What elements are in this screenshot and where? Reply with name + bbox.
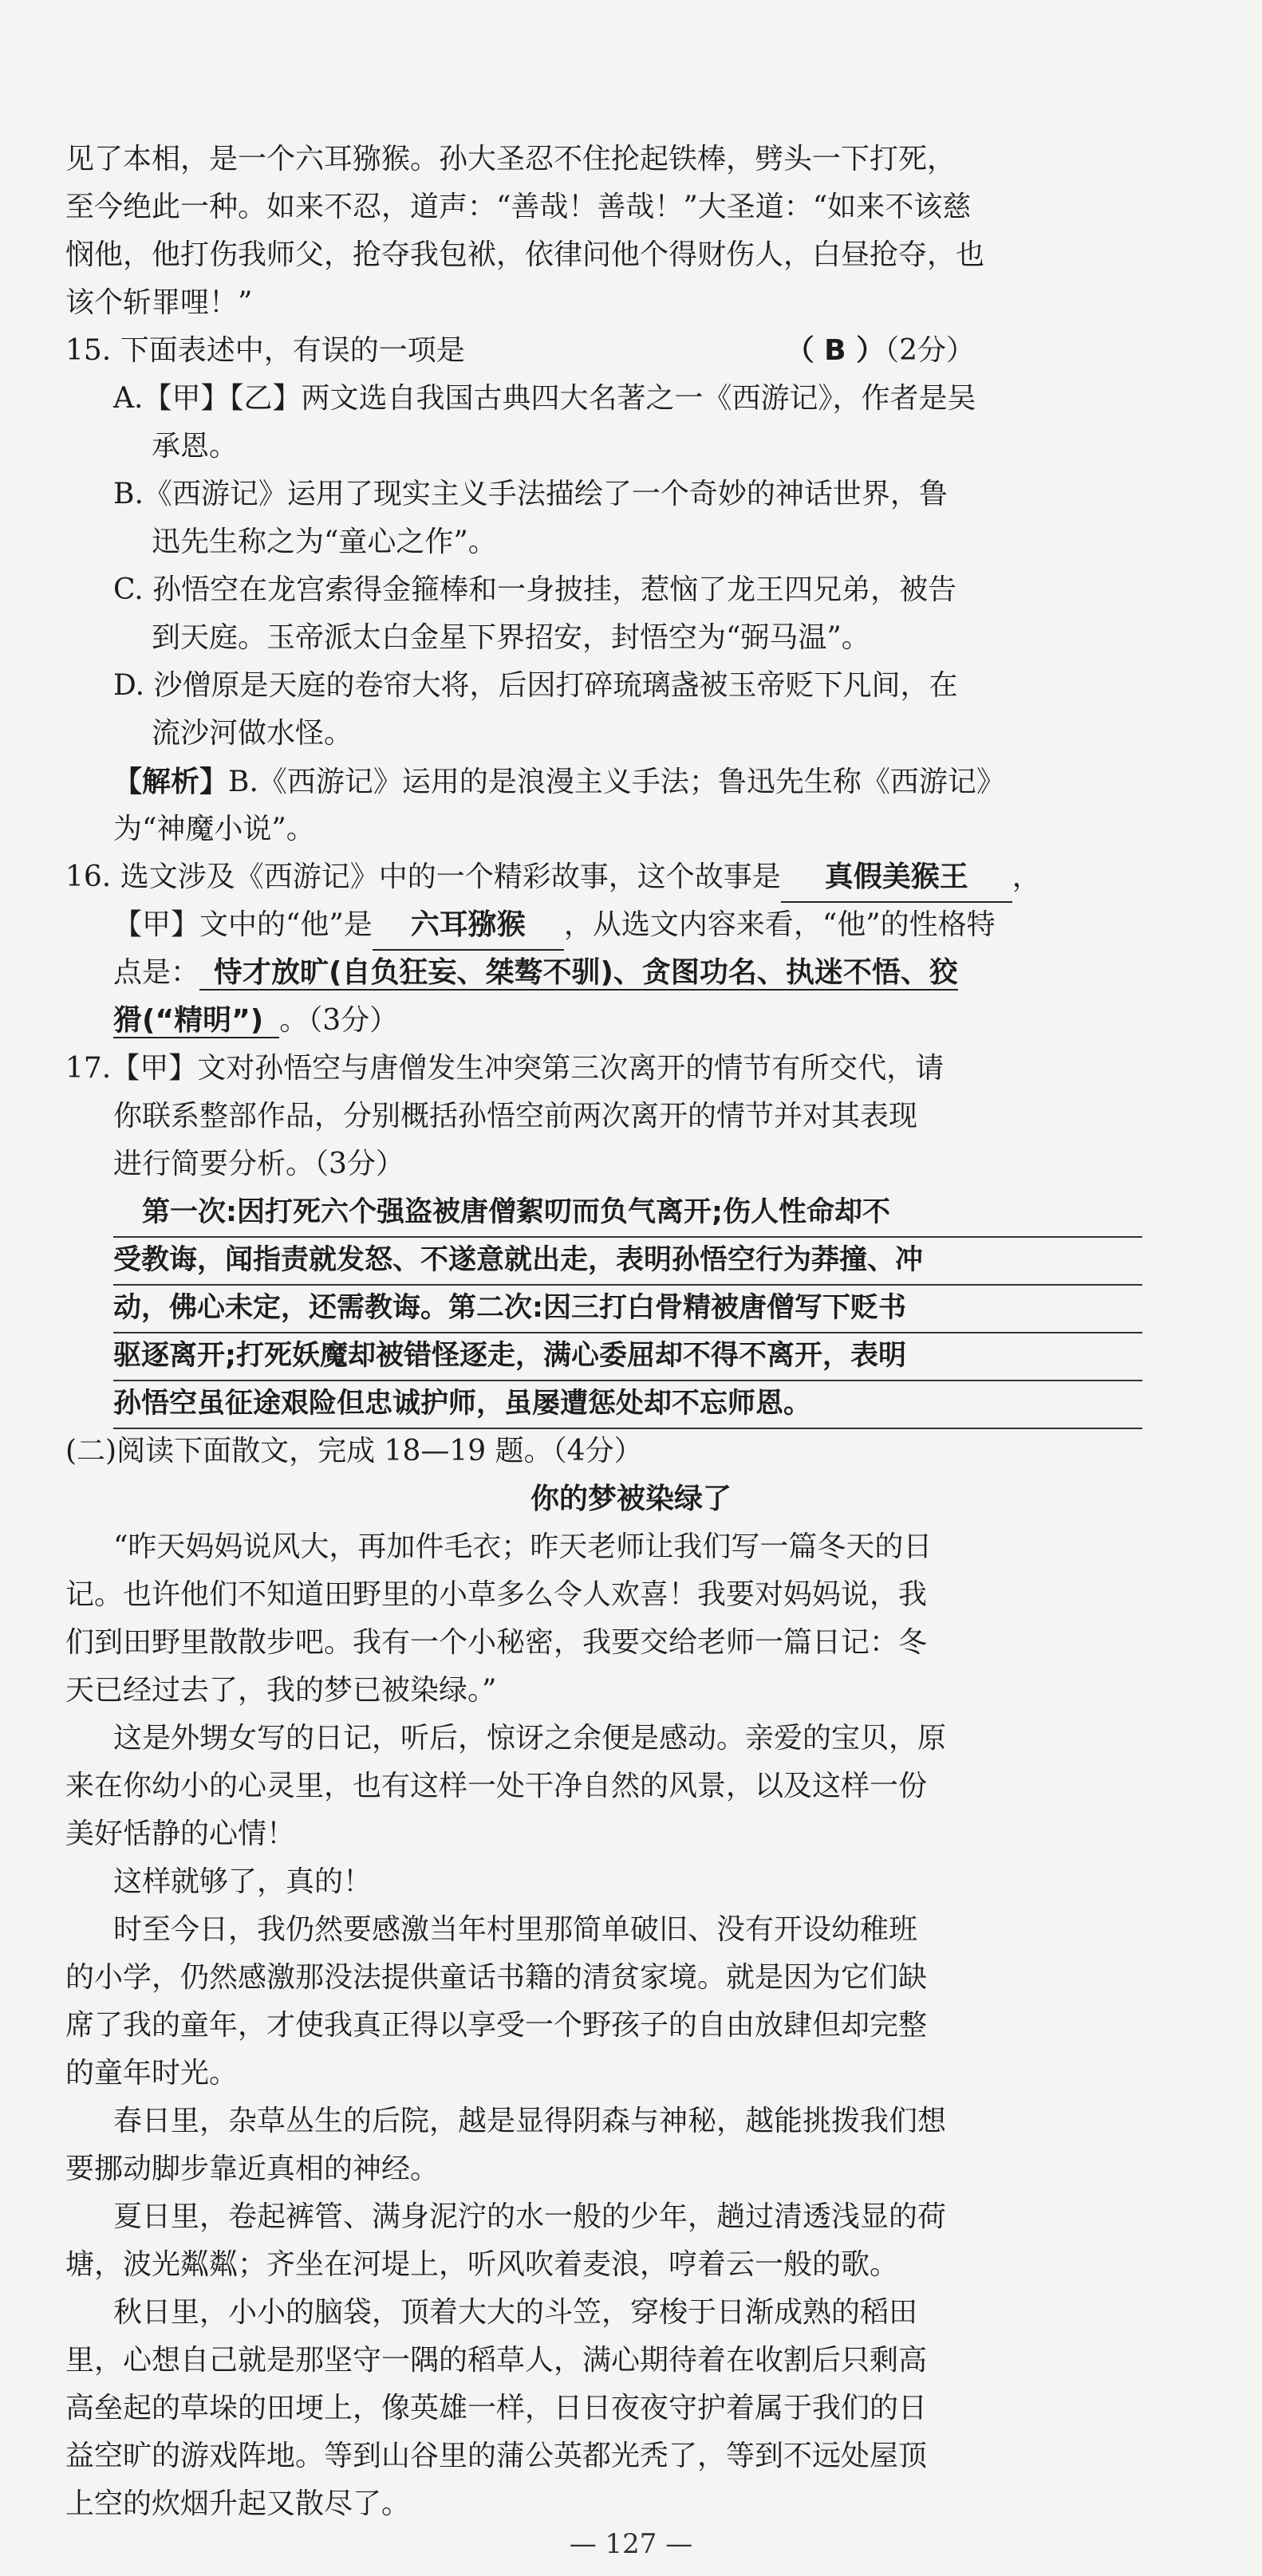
essay-line: 时至今日，我仍然要感激当年村里那简单破旧、没有开设幼稚班 [113,1913,918,1946]
page-number: — 127 — [569,2528,693,2560]
essay-line: 美好恬静的心情！ [65,1818,296,1850]
essay-line: 秋日里，小小的脑袋，顶着大大的斗笠，穿梭于日渐成熟的稻田 [113,2296,918,2329]
essay-line: 高垒起的草垛的田埂上，像英雄一样，日日夜夜守护着属于我们的日 [65,2392,928,2424]
q15-option-c: C. 孙悟空在龙宫索得金箍棒和一身披挂，惹恼了龙王四兄弟，被告 [113,573,957,606]
essay-line: 上空的炊烟升起又散尽了。 [65,2487,411,2520]
essay-line: 夏日里，卷起裤管、满身泥泞的水一般的少年，趟过清透浅显的荷 [113,2200,947,2233]
essay-line: 这样就够了，真的！ [113,1865,373,1898]
q15-analysis [113,758,1142,806]
essay-line: 的小学，仍然感激那没法提供童话书籍的清贫家境。就是因为它们缺 [65,1961,928,1994]
q16-blank3b: 猾(“精明”) [113,1004,279,1038]
essay-line: 春日里，杂草丛生的后院，越是显得阴森与神秘，越能挑拨我们想 [113,2105,947,2137]
essay-line: 天已经过去了，我的梦已被染绿。” [65,1674,497,1707]
essay-line: 席了我的童年，才使我真正得以享受一个野孩子的自由放肆但却完整 [65,2009,928,2042]
q17-line: 17.【甲】文对孙悟空与唐僧发生冲突第三次离开的情节有所交代，请 [65,1052,945,1085]
essay-line: 记。也许他们不知道田野里的小草多么令人欢喜！我要对妈妈说，我 [65,1578,928,1611]
q16-part2: 【甲】文中的“他”是 [113,908,373,941]
essay-line: 益空旷的游戏阵地。等到山谷里的蒲公英都光秃了，等到不远处屋顶 [65,2440,928,2472]
q15-option-d: D. 沙僧原是天庭的卷帘大将，后因打碎琉璃盏被玉帝贬下凡间，在 [113,669,958,702]
q16-blank3a: 恃才放旷(自负狂妄、桀骜不驯)、贪图功名、执迷不悟、狡 [199,956,958,991]
q15-answer-score [786,327,975,375]
q17-answer-line: 驱逐离开;打死妖魔却被错怪逐走，满心委屈却不得不离开，表明 [113,1332,1142,1381]
essay-line: 要挪动脚步靠近真相的神经。 [65,2153,440,2185]
intro-line: 该个斩罪哩！” [65,286,253,319]
intro-line: 悯他，他打伤我师父，抢夺我包袱，依律问他个得财伤人，白昼抢夺，也 [65,238,985,271]
q16-blank1: 真假美猴王 [781,853,1012,903]
q17-answer-line: 受教诲，闻指责就发怒、不遂意就出走，表明孙悟空行为莽撞、冲 [113,1236,1142,1286]
q15-option-a: A.【甲】【乙】两文选自我国古典四大名著之一《西游记》，作者是吴 [113,382,976,415]
q16-part4: 点是： [113,956,200,989]
q16-score: 。（3分） [279,1004,399,1037]
essay-line: 的童年时光。 [65,2057,239,2090]
q16-part1: 16. 选文涉及《西游记》中的一个精彩故事，这个故事是 [65,861,781,893]
q16-line3 [113,949,1142,997]
essay-line: 们到田野里散散步吧。我有一个小秘密，我要交给老师一篇日记：冬 [65,1626,928,1659]
essay-line: “昨天妈妈说风大，再加件毛衣；昨天老师让我们写一篇冬天的日 [113,1530,933,1563]
essay-line: 来在你幼小的心灵里，也有这样一处干净自然的风景，以及这样一份 [65,1770,928,1802]
q15-answer: （ B ） [785,334,885,367]
essay-line: 塘，波光粼粼；齐坐在河堤上，听风吹着麦浪，哼着云一般的歌。 [65,2248,899,2281]
q15-option-b-cont: 迅先生称之为“童心之作”。 [152,526,497,558]
q15-option-a-cont: 承恩。 [152,430,239,463]
q15-stem [65,327,1142,375]
q15-option-b: B.《西游记》运用了现实主义手法描绘了一个奇妙的神话世界，鲁 [113,478,948,510]
analysis-tag: 【解析】 [113,765,229,798]
q16-line4 [113,997,1142,1045]
q17-answer-line: 孙悟空虽征途艰险但忠诚护师，虽屡遭惩处却不忘师恩。 [113,1380,1142,1429]
intro-line: 至今绝此一种。如来不忍，道声：“善哉！善哉！”大圣道：“如来不该慈 [65,191,972,223]
q16-line2 [113,901,1142,951]
q15-stem-text: 15. 下面表述中，有误的一项是 [65,334,465,367]
q15-option-d-cont: 流沙河做水怪。 [152,717,353,750]
essay-title: 你的梦被染绿了 [530,1483,732,1515]
q17-answer-line: 动，佛心未定，还需教诲。第二次:因三打白骨精被唐僧写下贬书 [113,1284,1142,1333]
q17-line: 进行简要分析。（3分） [113,1148,404,1180]
essay-line: 这是外甥女写的日记，听后，惊讶之余便是感动。亲爱的宝贝，原 [113,1722,947,1755]
essay-line: 里，心想自己就是那坚守一隅的稻草人，满心期待着在收割后只剩高 [65,2344,928,2377]
q16-blank2: 六耳猕猴 [373,901,564,951]
q15-analysis-cont: 为“神魔小说”。 [113,813,315,845]
q16-comma: ， [1012,861,1041,893]
q17-answer-line: 第一次:因打死六个强盗被唐僧絮叨而负气离开;伤人性命却不 [113,1188,1142,1238]
intro-line: 见了本相，是一个六耳猕猴。孙大圣忍不住抡起铁棒，劈头一下打死， [65,143,956,175]
q15-score: （2分） [885,334,975,367]
section2-heading: (二)阅读下面散文，完成 18—19 题。（4分） [65,1435,643,1467]
analysis-text: B.《西游记》运用的是浪漫主义手法；鲁迅先生称《西游记》 [228,766,1005,798]
q15-option-c-cont: 到天庭。玉帝派太白金星下界招安，封悟空为“弼马温”。 [152,621,870,654]
q16-part3: ，从选文内容来看，“他”的性格特 [563,908,996,941]
q16-line1 [65,853,1142,903]
q17-line: 你联系整部作品，分别概括孙悟空前两次离开的情节并对其表现 [113,1100,918,1132]
